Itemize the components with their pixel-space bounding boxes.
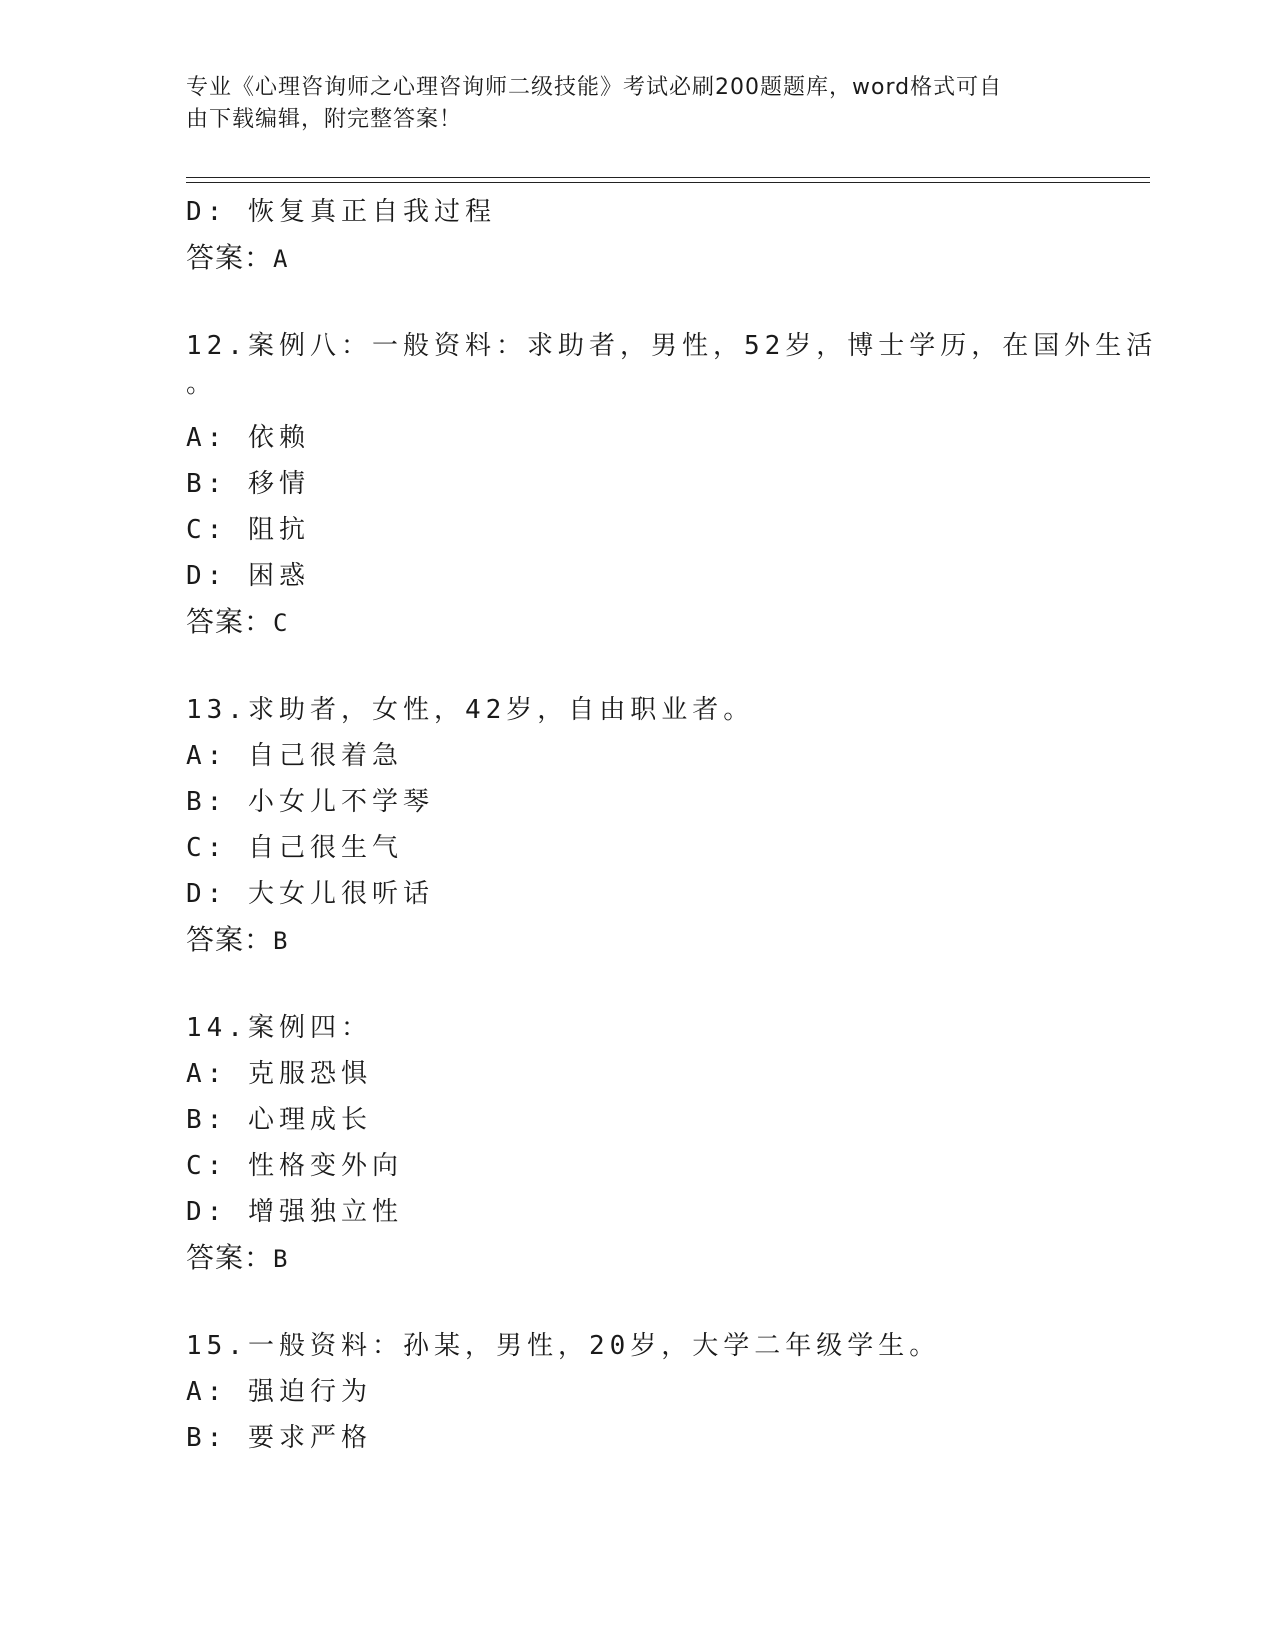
question-gap bbox=[186, 963, 1146, 1005]
option-d: D: 恢复真正自我过程 bbox=[186, 197, 496, 227]
option-a: A: 克服恐惧 bbox=[186, 1059, 372, 1089]
answer-value: B bbox=[273, 1245, 289, 1273]
answer-label: 答案： bbox=[186, 923, 274, 956]
answer-value: A bbox=[273, 245, 289, 273]
question-stem-13: 13.求助者，女性，42岁，自由职业者。 bbox=[186, 695, 755, 725]
question-gap bbox=[186, 1281, 1146, 1323]
option-c: C: 阻抗 bbox=[186, 515, 310, 545]
question-gap bbox=[186, 645, 1146, 687]
answer-line bbox=[186, 1235, 1146, 1281]
question-stem-12: 12.案例八：一般资料：求助者，男性，52岁，博士学历，在国外生活 bbox=[186, 331, 1158, 361]
answer-line bbox=[186, 235, 1146, 281]
answer-label: 答案： bbox=[186, 241, 274, 274]
option-c: C: 自己很生气 bbox=[186, 833, 403, 863]
option-a: A: 依赖 bbox=[186, 423, 310, 453]
document-header bbox=[186, 72, 1066, 136]
option-b: B: 要求严格 bbox=[186, 1423, 372, 1453]
option-b: B: 小女儿不学琴 bbox=[186, 787, 434, 817]
header-line-1: 专业《心理咨询师之心理咨询师二级技能》考试必刷200题题库，word格式可自 bbox=[186, 75, 1003, 100]
header-rule-bottom bbox=[186, 182, 1150, 183]
answer-line bbox=[186, 599, 1146, 645]
option-b: B: 移情 bbox=[186, 469, 310, 499]
option-d: D: 大女儿很听话 bbox=[186, 879, 434, 909]
option-a: A: 自己很着急 bbox=[186, 741, 403, 771]
option-b: B: 心理成长 bbox=[186, 1105, 372, 1135]
header-line-2: 由下载编辑，附完整答案！ bbox=[186, 107, 463, 132]
option-d: D: 困惑 bbox=[186, 561, 310, 591]
answer-value: C bbox=[273, 609, 289, 637]
answer-line bbox=[186, 917, 1146, 963]
answer-value: B bbox=[273, 927, 289, 955]
option-a: A: 强迫行为 bbox=[186, 1377, 372, 1407]
option-d: D: 增强独立性 bbox=[186, 1197, 403, 1227]
option-c: C: 性格变外向 bbox=[186, 1151, 403, 1181]
question-stem-12-continued: 。 bbox=[186, 369, 218, 399]
answer-label: 答案： bbox=[186, 1241, 274, 1274]
question-gap bbox=[186, 281, 1146, 323]
question-list bbox=[186, 189, 1158, 1461]
question-stem-14: 14.案例四： bbox=[186, 1013, 372, 1043]
header-rule-top bbox=[186, 177, 1150, 178]
question-stem-15: 15.一般资料：孙某，男性，20岁，大学二年级学生。 bbox=[186, 1331, 941, 1361]
answer-label: 答案： bbox=[186, 605, 274, 638]
